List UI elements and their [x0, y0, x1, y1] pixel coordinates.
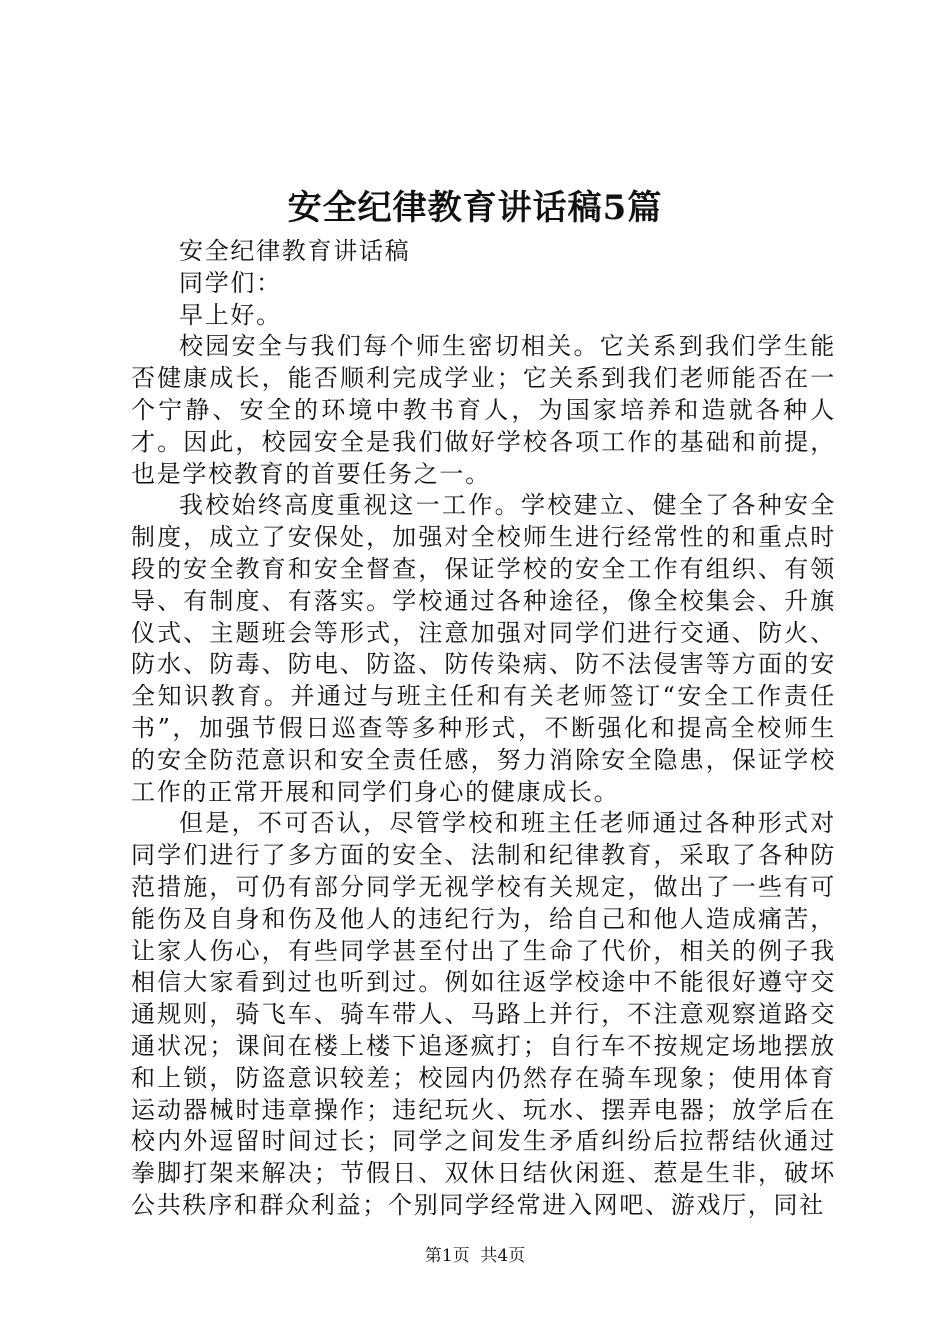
page-footer: 第1页 共4页 [424, 1246, 526, 1266]
paragraph-salutation: 同学们： [179, 268, 282, 297]
paragraph-body: 我校始终高度重视这一工作。学校建立、健全了各种安全制度，成立了安保处，加强对全校师生进行经常性的和重点时段的安全教育和安全督查，保证学校的安全工作有组织、有领导、有制度、有落实。学校通过各种途径，像全校集会、升旗仪式、主题班会等形式，注意加强对同学们进行交通、防火、防水、防毒、防电、防盗、防传染病、防不法侵害等方面的安全知识教育。并通过与班主任和有关老师签订“安全工作责任书”，加强节假日巡查等多种形式，不断强化和提高全校师生的安全防范意识和安全责任感，努力消除安全隐患，保证学校工作的正常开展和同学们身心的健康成长。 [131, 491, 836, 806]
paragraph-greeting: 早上好。 [179, 300, 282, 329]
paragraph-body: 但是，不可否认，尽管学校和班主任老师通过各种形式对同学们进行了多方面的安全、法制和纪律教育，采取了各种防范措施，可仍有部分同学无视学校有关规定，做出了一些有可能伤及自身和伤及他人的违纪行为，给自己和他人造成痛苦，让家人伤心，有些同学甚至付出了生命了代价，相关的例子我相信大家看到过也听到过。例如往返学校途中不能很好遵守交通规则，骑飞车、骑车带人、马路上并行，不注意观察道路交通状况；课间在楼上楼下追逐疯打；自行车不按规定场地摆放和上锁，防盗意识较差；校园内仍然存在骑车现象；使用体育运动器械时违章操作；违纪玩火、玩水、摆弄电器；放学后在校内外逗留时间过长；同学之间发生矛盾纠纷后拉帮结伙通过拳脚打架来解决；节假日、双休日结伙闲逛、惹是生非，破坏公共秩序和群众利益；个别同学经常进入网吧、游戏厅，同社 [131, 809, 836, 1219]
document-title: 安全纪律教育讲话稿5篇 [287, 188, 663, 228]
paragraph-subtitle: 安全纪律教育讲话稿 [179, 237, 411, 265]
document-body [131, 236, 836, 1222]
paragraph-body: 校园安全与我们每个师生密切相关。它关系到我们学生能否健康成长，能否顺利完成学业；它关系到我们老师能否在一个宁静、安全的环境中教书育人，为国家培养和造就各种人才。因此，校园安全是我们做好学校各项工作的基础和前提，也是学校教育的首要任务之一。 [131, 332, 836, 488]
